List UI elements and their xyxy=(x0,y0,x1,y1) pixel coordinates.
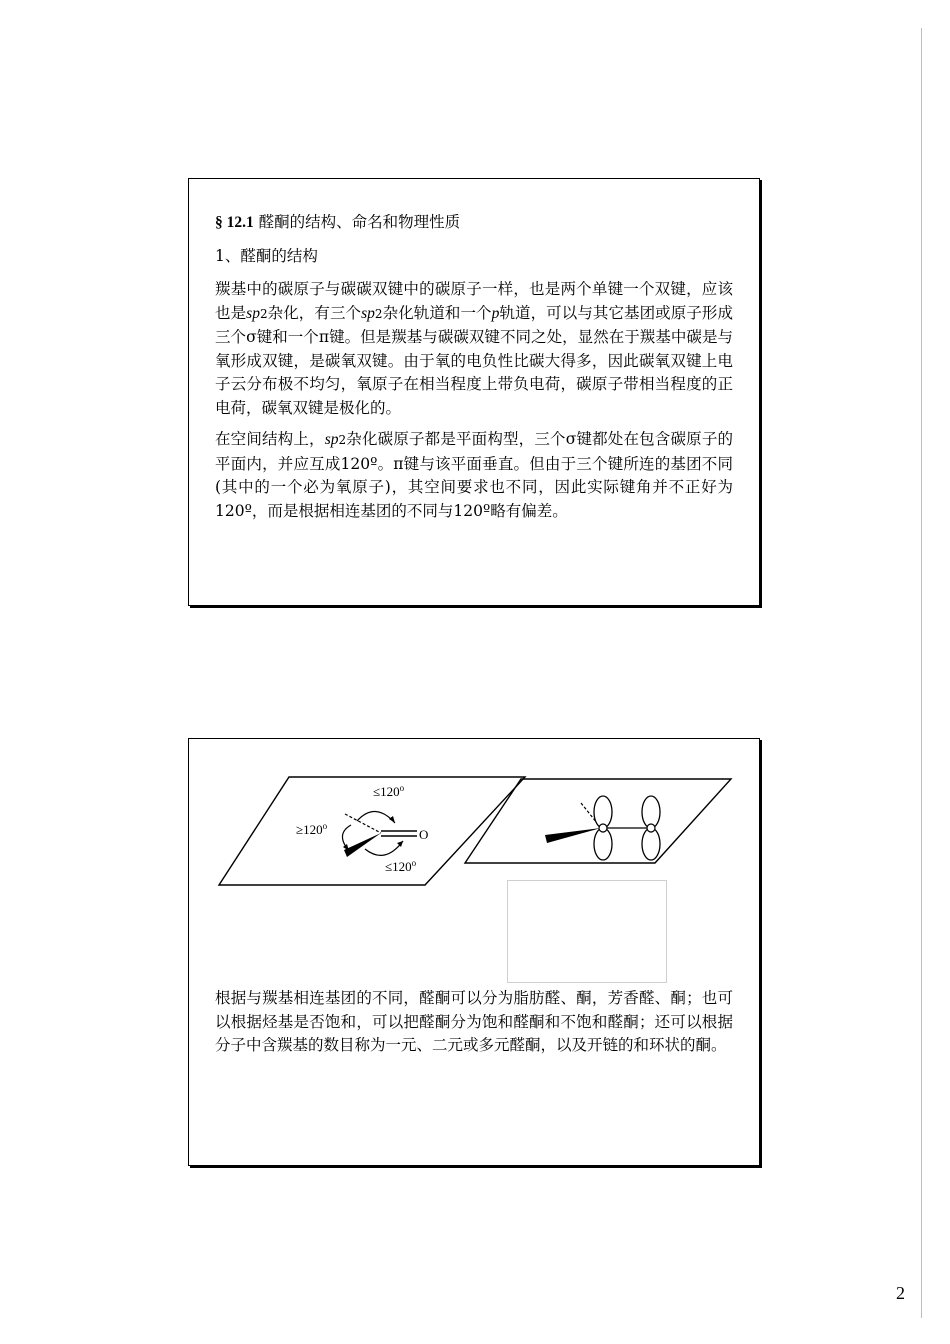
para1-text-1: 羰基中的碳原子与碳碳双键中的碳原子一样，也是两个单键一个双键，应该也是 xyxy=(215,280,733,322)
arrowhead-bottom xyxy=(397,841,403,847)
wedge-bond-right xyxy=(545,828,601,843)
oxygen-label: O xyxy=(419,827,429,842)
p-orbital-upper-lobe-o xyxy=(642,796,660,828)
p-orbital-lower-lobe-o xyxy=(642,828,660,860)
slide1-content xyxy=(215,211,733,531)
slide2-content xyxy=(215,987,733,1066)
oxygen-nucleus xyxy=(647,824,655,832)
p-orbital-upper-lobe-c xyxy=(594,796,612,828)
paragraph-carbonyl-hybridization xyxy=(215,278,733,420)
sp-two: 2 xyxy=(259,306,268,321)
carbonyl-plane-diagrams xyxy=(189,739,761,989)
angle-arrow-top xyxy=(357,811,395,823)
margin-rule xyxy=(921,28,922,1318)
para2-text-2: 杂化碳原子都是平面构型，三个σ键都处在包含碳原子的平面内，并应互成120º。π键与该平面垂直。但由于三个键所连的基团不同(其中的一个必为氧原子)，其空间要求也不同，因此实际键角并不正好为120º，而是根据相连基团的不同与120º略有偏差。 xyxy=(215,430,733,520)
paragraph-classification: 根据与羰基相连基团的不同，醛酮可以分为脂肪醛、酮，芳香醛、酮；也可以根据烃基是否饱和，可以把醛酮分为饱和醛酮和不饱和醛酮；还可以根据分子中含羰基的数目称为一元、二元或多元醛酮，以及开链的和环状的酮。 xyxy=(215,989,733,1054)
para1-text-3: 杂化轨道和一个 xyxy=(382,303,492,322)
p-orbital-lower-lobe-c xyxy=(594,828,612,860)
section-title xyxy=(215,211,733,235)
angle-label-left: $\ge 120^o$ xyxy=(296,821,328,837)
page-number: 2 xyxy=(896,1283,905,1303)
sp-symbol: sp xyxy=(246,304,260,322)
para2-text-1: 在空间结构上， xyxy=(215,430,325,448)
angle-label-bottom: $\le 120^o$ xyxy=(385,858,417,874)
dashed-bond-left xyxy=(345,814,381,833)
p-symbol: p xyxy=(491,304,500,322)
sp-symbol: sp xyxy=(324,431,339,448)
carbon-nucleus xyxy=(599,824,607,832)
sigma-plane-left xyxy=(219,777,525,885)
para1-text-4: 轨道，可以与其它基团或原子形成三个σ键和一个π键。但是羰基与碳碳双键不同之处，显然在于羰基中碳是与氧形成双键，是碳氧双键。由于氧的电负性比碳大得多，因此碳氧双键上电子云分布极不均匀，氧原子在相当程度上带负电荷，碳原子带相当程度的正电荷，碳氧双键是极化的。 xyxy=(215,303,733,417)
paragraph-planar-geometry xyxy=(215,428,733,523)
arrowhead-top xyxy=(389,816,395,823)
angle-label-top: $\le 120^o$ xyxy=(373,783,405,799)
section-title-text: 醛酮的结构、命名和物理性质 xyxy=(253,213,461,231)
sp-symbol: sp xyxy=(361,304,375,322)
wedge-bond-left xyxy=(344,833,381,857)
subsection-title: 1、醛酮的结构 xyxy=(215,246,318,265)
slide-structure-diagram xyxy=(188,738,760,1166)
slide-structure-text xyxy=(188,178,760,606)
empty-image-frame xyxy=(507,880,667,983)
sp-two: 2 xyxy=(338,433,347,447)
section-number: § 12.1 xyxy=(215,214,254,231)
para1-text-2: 杂化，有三个 xyxy=(267,303,362,322)
sp-two: 2 xyxy=(374,306,383,321)
